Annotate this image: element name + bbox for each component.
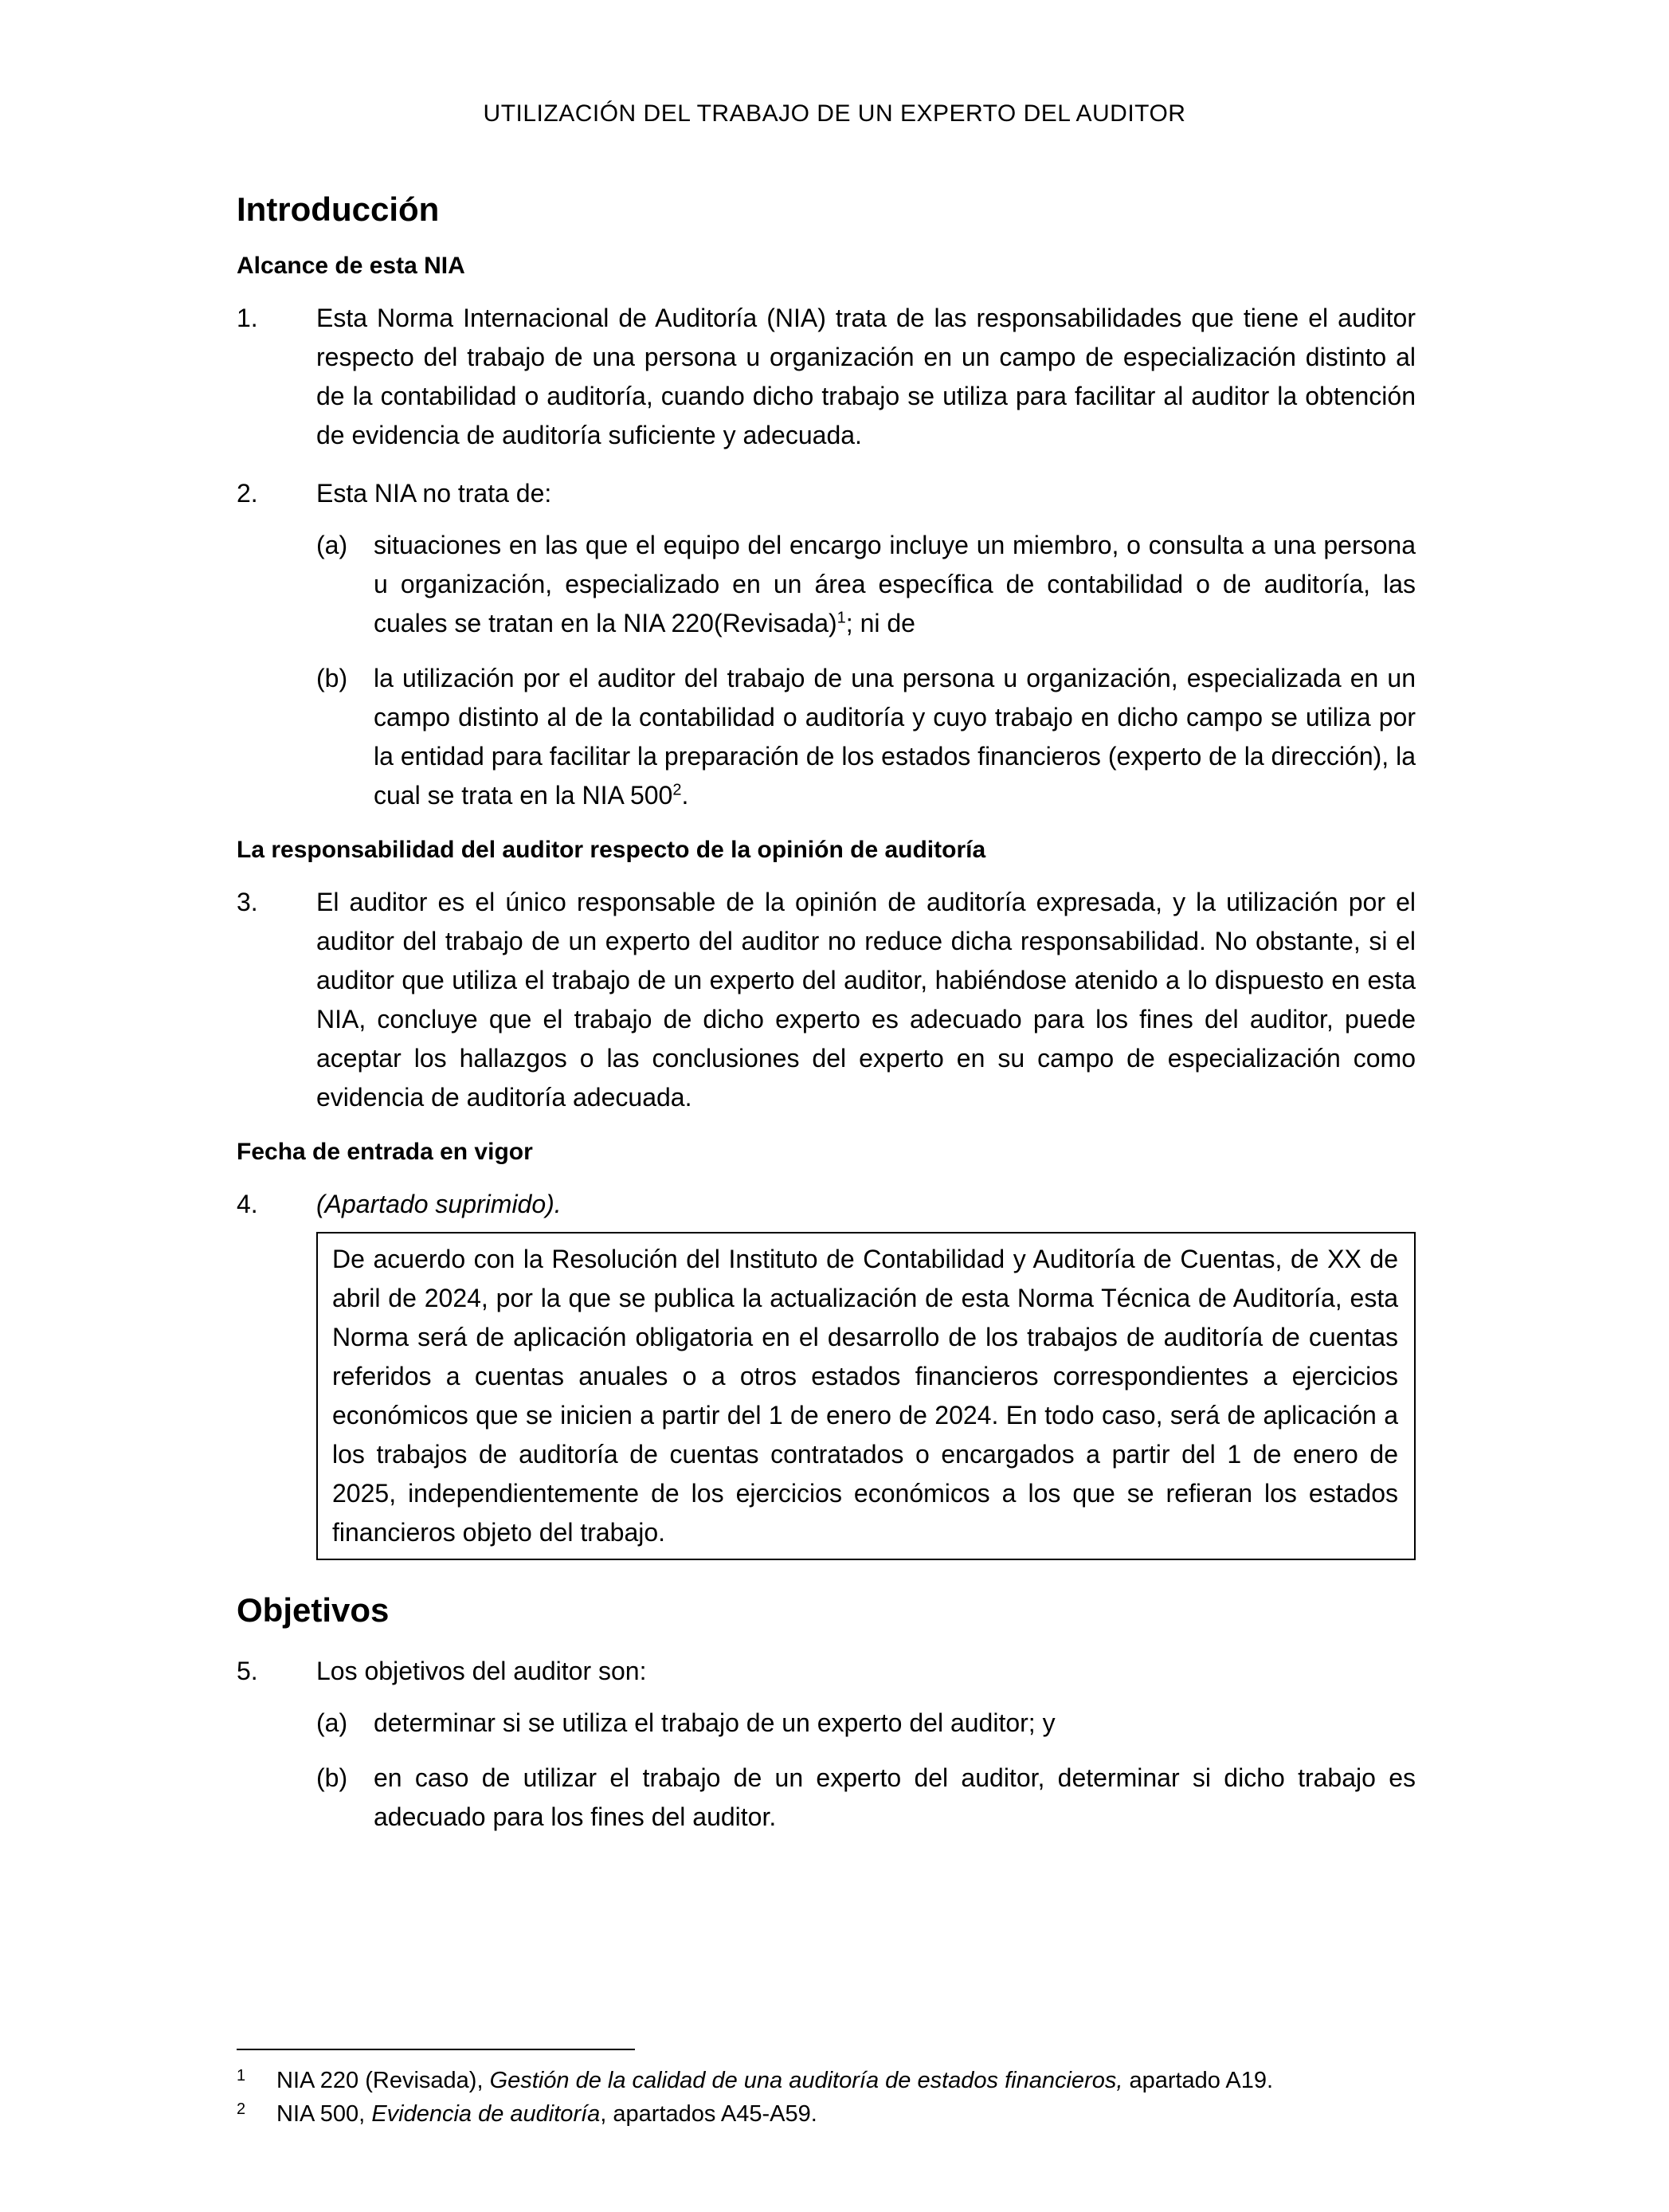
subheading-alcance: Alcance de esta NIA (237, 253, 465, 280)
paragraph-number: 4. (237, 1190, 258, 1219)
paragraph-2-sublist (316, 526, 1416, 815)
footnote-ref-2[interactable]: 2 (672, 781, 682, 799)
paragraph-3 (237, 883, 1416, 1117)
section-title-introduccion: Introducción (237, 190, 440, 228)
footnote-number: 2 (237, 2100, 246, 2118)
footnote-text-post: , apartados A45-A59. (600, 2101, 817, 2127)
list-item-label: (a) (316, 531, 348, 560)
list-item-2a (316, 526, 1416, 643)
paragraph-5 (237, 1652, 1416, 1691)
paragraph-text: (Apartado suprimido). (316, 1190, 562, 1219)
paragraph-text: Los objetivos del auditor son: (316, 1656, 647, 1685)
paragraph-4 (237, 1185, 1416, 1224)
paragraph-text: El auditor es el único responsable de la opinión de auditoría expresada, y la utilización por el auditor del trabajo de un experto del auditor no reduce dicha responsabilidad. No obstante, si el auditor que utiliza el trabajo de un experto del auditor, habiéndose atenido a lo dispuesto en esta NIA, concluye que el trabajo de dicho experto es adecuado para los fines del auditor, puede aceptar los hallazgos o las conclusiones del experto en su campo de especialización como evidencia de auditoría adecuada. (316, 888, 1416, 1112)
footnote-2 (237, 2097, 1416, 2131)
section-title-objetivos: Objetivos (237, 1591, 390, 1630)
subheading-fecha-vigor: Fecha de entrada en vigor (237, 1139, 533, 1166)
list-item-text: en caso de utilizar el trabajo de un experto del auditor, determinar si dicho trabajo es adecuado para los fines del auditor. (374, 1763, 1416, 1831)
paragraph-number: 1. (237, 304, 258, 333)
paragraph-number: 5. (237, 1656, 258, 1685)
subheading-responsabilidad: La responsabilidad del auditor respecto de la opinión de auditoría (237, 837, 986, 864)
list-item-body: la utilización por el auditor del trabajo de una persona u organización, especializada en un campo distinto al de la contabilidad o auditoría y cuyo trabajo en dicho campo se utiliza por la entidad para facilitar la preparación de los estados financieros (experto de la dirección), la cual se trata en la NIA 500 (374, 664, 1416, 810)
list-item-tail: ; ni de (845, 609, 915, 638)
footnote-text-italic: Evidencia de auditoría (371, 2101, 601, 2127)
footnotes (237, 2064, 1416, 2131)
footnote-text-pre: NIA 220 (Revisada), (276, 2068, 490, 2093)
footnote-separator (237, 2049, 635, 2050)
paragraph-text: Esta NIA no trata de: (316, 479, 552, 508)
list-item-text (374, 526, 1416, 643)
list-item-label: (b) (316, 664, 348, 693)
footnote-text-italic: Gestión de la calidad de una auditoría de estados financieros, (489, 2068, 1123, 2093)
list-item-2b (316, 659, 1416, 815)
paragraph-text: Esta Norma Internacional de Auditoría (NIA) trata de las responsabilidades que tiene el auditor respecto del trabajo de una persona u organización en un campo de especialización distinto al de la contabilidad o auditoría, cuando dicho trabajo se utiliza para facilitar al auditor la obtención de evidencia de auditoría suficiente y adecuada. (316, 304, 1416, 450)
effective-date-note-box: De acuerdo con la Resolución del Instituto de Contabilidad y Auditoría de Cuentas, de XX de abril de 2024, por la que se publica la actualización de esta Norma Técnica de Auditoría, esta Norma será de aplicación obligatoria en el desarrollo de los trabajos de auditoría de cuentas referidos a cuentas anuales o a otros estados financieros correspondientes a ejercicios económicos que se inicien a partir del 1 de enero de 2024. En todo caso, será de aplicación a los trabajos de auditoría de cuentas contratados o encargados a partir del 1 de enero de 2025, independientemente de los ejercicios económicos a los que se refieran los estados financieros objeto del trabajo. (316, 1232, 1416, 1560)
list-item-body: situaciones en las que el equipo del encargo incluye un miembro, o consulta a una persona u organización, especializado en un área específica de contabilidad o de auditoría, las cuales se tratan en la NIA 220(Revisada) (374, 531, 1416, 638)
paragraph-number: 2. (237, 479, 258, 508)
list-item-tail: . (681, 781, 689, 810)
footnote-1 (237, 2064, 1416, 2097)
list-item-5a (316, 1704, 1416, 1743)
running-header: UTILIZACIÓN DEL TRABAJO DE UN EXPERTO DEL AUDITOR (483, 100, 1186, 127)
paragraph-5-sublist (316, 1704, 1416, 1837)
footnote-text (276, 2064, 1273, 2097)
footnote-text (276, 2097, 817, 2131)
paragraph-number: 3. (237, 888, 258, 917)
list-item-5b (316, 1759, 1416, 1837)
paragraph-1 (237, 299, 1416, 455)
footnote-text-pre: NIA 500, (276, 2101, 372, 2127)
list-item-text: determinar si se utiliza el trabajo de un experto del auditor; y (374, 1708, 1056, 1737)
list-item-label: (a) (316, 1708, 348, 1737)
list-item-label: (b) (316, 1763, 348, 1792)
paragraph-2 (237, 474, 1416, 513)
list-item-text (374, 659, 1416, 815)
main-content (237, 190, 1416, 1856)
footnote-ref-1[interactable]: 1 (836, 609, 846, 627)
footnote-number: 1 (237, 2067, 246, 2085)
footnote-text-post: apartado A19. (1122, 2068, 1274, 2093)
